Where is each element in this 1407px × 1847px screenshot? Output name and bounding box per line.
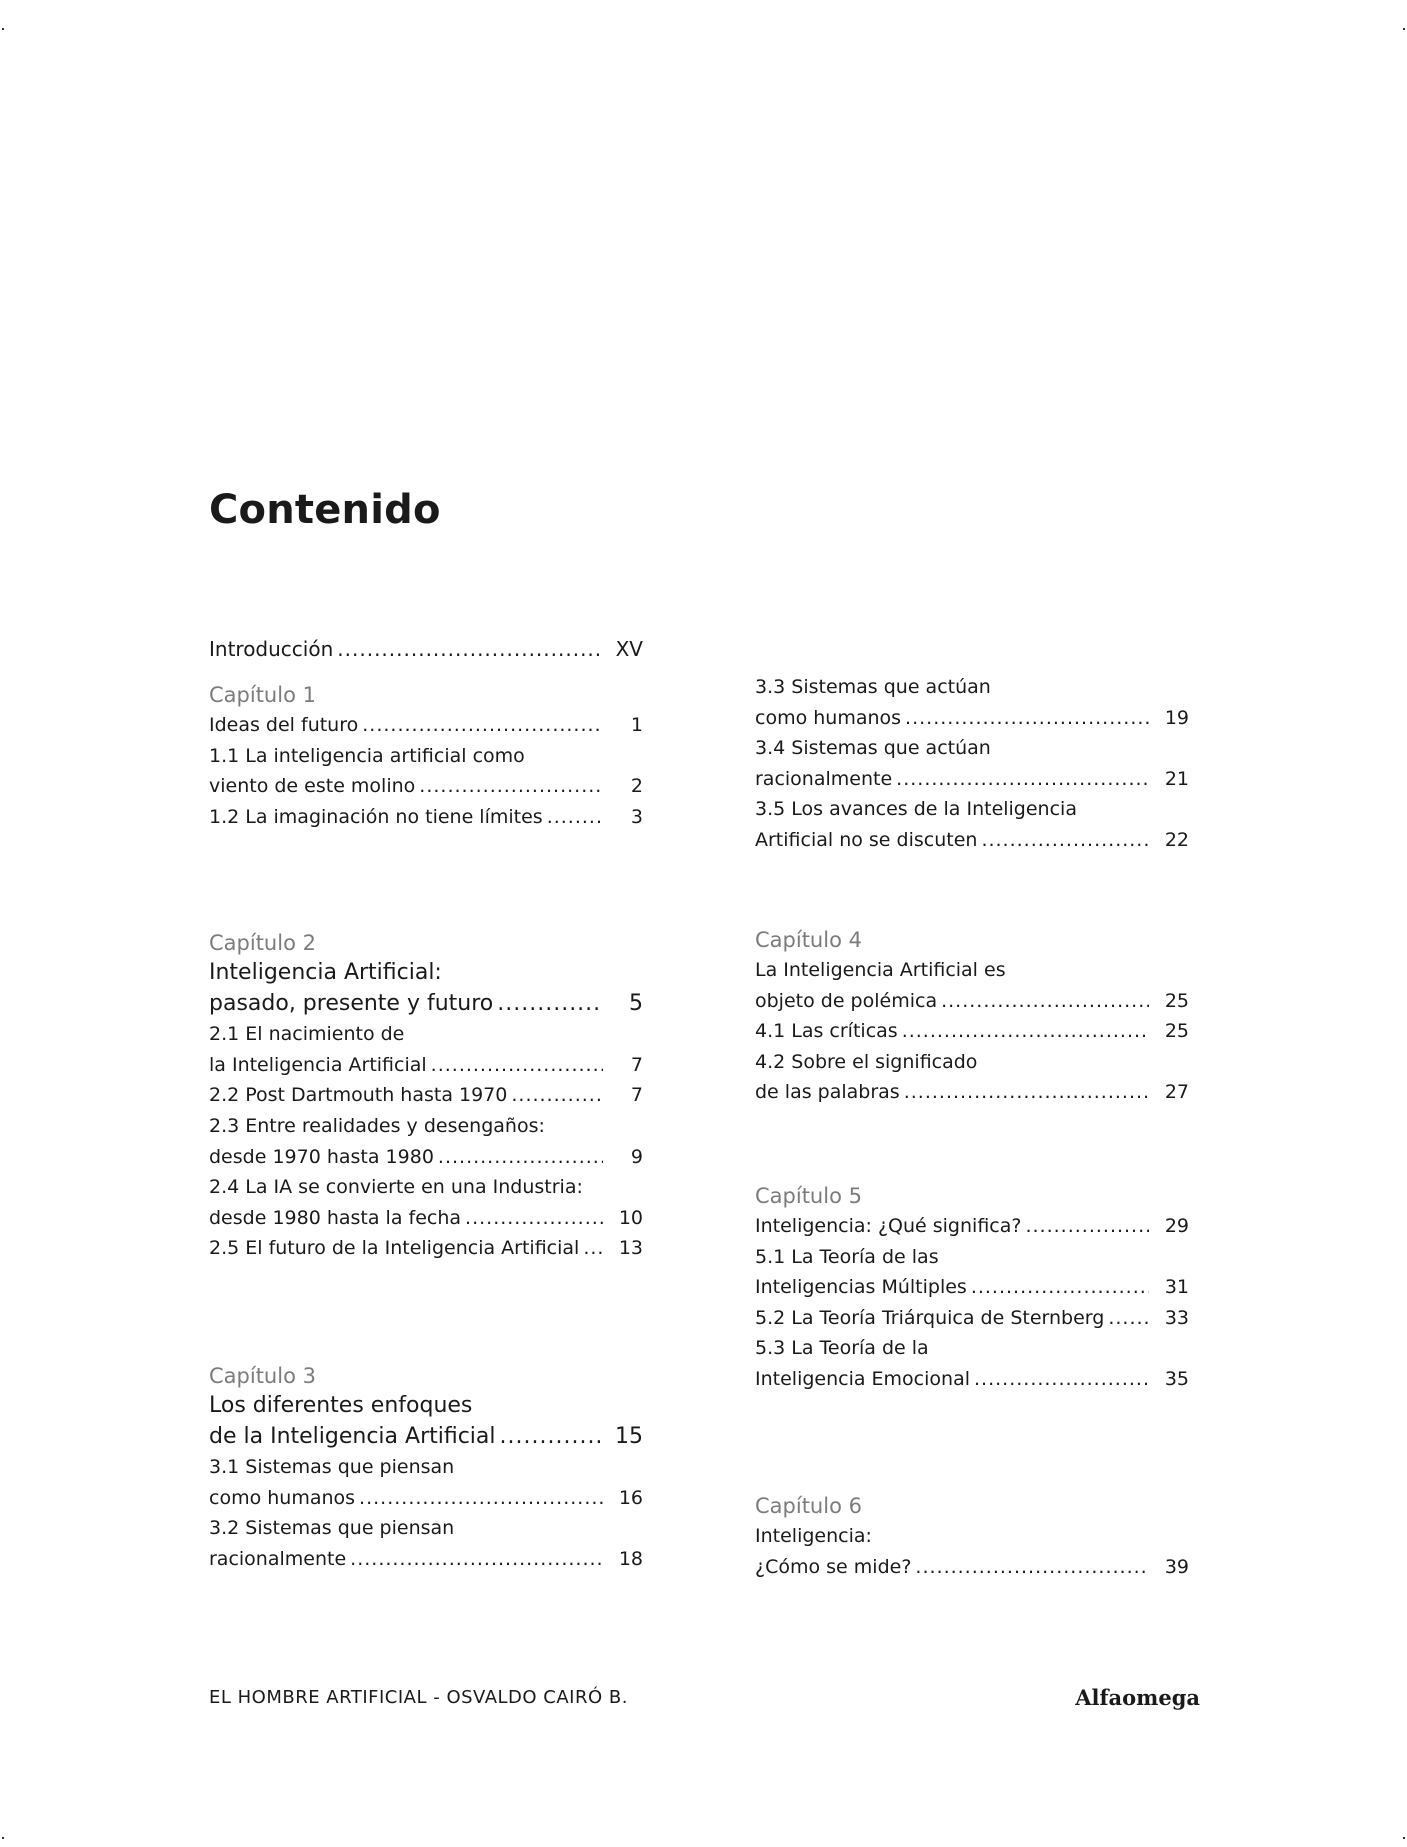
entry-page: XV xyxy=(615,637,643,661)
entry-text: 5.2 La Teoría Triárquica de Sternberg xyxy=(755,1306,1105,1329)
toc-entry-text-line xyxy=(209,1391,643,1422)
entry-text: como humanos xyxy=(209,1486,356,1509)
chapter-heading: Capítulo 2 xyxy=(209,931,316,955)
chapter-3-continued-section xyxy=(755,672,1189,856)
toc-entry xyxy=(209,1422,643,1453)
entry-text: desde 1970 hasta 1980 xyxy=(209,1145,434,1168)
entry-text: 2.5 El futuro de la Inteligencia Artificial xyxy=(209,1237,580,1260)
toc-entry xyxy=(209,1080,643,1111)
toc-entry xyxy=(209,1142,643,1173)
entry-text: Inteligencia: ¿Qué significa? xyxy=(755,1215,1022,1237)
entry-text: de la Inteligencia Artificial xyxy=(209,1423,496,1449)
entry-text: 1.2 La imaginación no tiene límites xyxy=(209,805,543,828)
toc-entry-text-line xyxy=(209,1452,643,1483)
entry-page: 18 xyxy=(618,1547,643,1570)
entry-page: 27 xyxy=(1164,1081,1189,1104)
toc-entry xyxy=(209,634,643,665)
entry-page: 33 xyxy=(1164,1306,1189,1329)
crop-mark-bottom-right xyxy=(1403,1837,1405,1839)
toc-entry-text-line xyxy=(209,1513,643,1544)
toc-entry-text-line xyxy=(755,1333,1189,1364)
entry-text: 3.4 Sistemas que actúan xyxy=(755,737,991,760)
dot-leader xyxy=(1108,1303,1149,1334)
toc-entry xyxy=(209,1483,643,1514)
toc-entry-text-line xyxy=(755,733,1189,764)
dot-leader xyxy=(905,703,1149,734)
entry-text: 4.2 Sobre el significado xyxy=(755,1050,978,1073)
toc-entry xyxy=(209,989,643,1020)
toc-entry xyxy=(755,1211,1189,1242)
entry-text: objeto de polémica xyxy=(755,989,938,1012)
toc-entry-text-line xyxy=(755,1242,1189,1273)
chapter-heading: Capítulo 3 xyxy=(209,1364,316,1388)
entry-text: ¿Cómo se mide? xyxy=(755,1555,912,1578)
entry-page: 1 xyxy=(630,714,643,736)
chapter-5-section xyxy=(755,1181,1189,1395)
entry-text: Ideas del futuro xyxy=(209,714,359,736)
crop-mark-top-right xyxy=(1403,28,1405,30)
dot-leader xyxy=(337,634,603,665)
entry-text: Inteligencias Múltiples xyxy=(755,1276,967,1299)
entry-text: 2.4 La IA se convierte en una Industria: xyxy=(209,1176,583,1199)
dot-leader xyxy=(547,802,603,833)
toc-entry xyxy=(755,1016,1189,1047)
dot-leader xyxy=(511,1080,603,1111)
entry-page: 22 xyxy=(1164,828,1189,851)
toc-entry xyxy=(755,1552,1189,1583)
dot-leader xyxy=(896,764,1149,795)
entry-page: 15 xyxy=(615,1423,643,1449)
entry-text: Introducción xyxy=(209,637,334,661)
chapter-heading: Capítulo 4 xyxy=(755,928,862,952)
entry-page: 5 xyxy=(629,990,643,1016)
entry-text: como humanos xyxy=(755,706,902,729)
entry-page: 31 xyxy=(1164,1276,1189,1299)
entry-text: desde 1980 hasta la fecha xyxy=(209,1206,462,1229)
entry-text: 2.3 Entre realidades y desengaños: xyxy=(209,1114,545,1137)
dot-leader xyxy=(904,1077,1149,1108)
chapter-6-section xyxy=(755,1491,1189,1582)
entry-text: 5.1 La Teoría de las xyxy=(755,1245,939,1268)
toc-entry xyxy=(209,771,643,802)
entry-page: 7 xyxy=(630,1084,643,1107)
entry-text: pasado, presente y futuro xyxy=(209,990,494,1016)
chapter-4-section xyxy=(755,925,1189,1108)
dot-leader xyxy=(497,989,603,1020)
toc-entry xyxy=(209,1050,643,1081)
toc-entry xyxy=(755,1364,1189,1395)
toc-entry-text-line xyxy=(755,1521,1189,1552)
entry-text: 5.3 La Teoría de la xyxy=(755,1337,929,1360)
entry-page: 3 xyxy=(630,805,643,828)
dot-leader xyxy=(981,825,1149,856)
dot-leader xyxy=(1025,1211,1149,1242)
toc-entry-text-line xyxy=(209,1019,643,1050)
entry-text: la Inteligencia Artificial xyxy=(209,1053,427,1076)
toc-entry-text-line xyxy=(209,1111,643,1142)
footer-book-title: EL HOMBRE ARTIFICIAL - OSVALDO CAIRÓ B. xyxy=(209,1687,628,1708)
dot-leader xyxy=(971,1272,1149,1303)
toc-entry-text-line xyxy=(755,1047,1189,1078)
dot-leader xyxy=(438,1142,603,1173)
entry-text: Inteligencia: xyxy=(755,1525,872,1547)
entry-page: 21 xyxy=(1164,767,1189,790)
toc-entry xyxy=(209,802,643,833)
chapter-heading: Capítulo 6 xyxy=(755,1494,862,1518)
entry-page: 10 xyxy=(618,1206,643,1229)
entry-text: racionalmente xyxy=(755,767,893,790)
entry-text: 2.2 Post Dartmouth hasta 1970 xyxy=(209,1084,508,1107)
footer-publisher-logo: Alfaomega xyxy=(1075,1685,1200,1710)
toc-entry-text-line xyxy=(209,958,643,989)
entry-text: viento de este molino xyxy=(209,775,416,798)
toc-entry xyxy=(755,825,1189,856)
entry-page: 9 xyxy=(630,1145,643,1168)
toc-entry xyxy=(755,1303,1189,1334)
dot-leader xyxy=(915,1552,1149,1583)
dot-leader xyxy=(362,710,603,741)
entry-page: 19 xyxy=(1164,706,1189,729)
toc-entry xyxy=(209,1544,643,1575)
dot-leader xyxy=(359,1483,603,1514)
chapter-3-section xyxy=(209,1361,643,1575)
toc-entry-text-line xyxy=(755,955,1189,986)
entry-page: 25 xyxy=(1164,989,1189,1012)
toc-entry xyxy=(755,703,1189,734)
chapter-heading: Capítulo 5 xyxy=(755,1184,862,1208)
toc-entry xyxy=(209,1203,643,1234)
entry-page: 25 xyxy=(1164,1020,1189,1043)
toc-entry xyxy=(209,1233,643,1264)
dot-leader xyxy=(974,1364,1149,1395)
dot-leader xyxy=(465,1203,603,1234)
chapter-1-section xyxy=(209,680,643,832)
page-title: Contenido xyxy=(209,487,441,533)
entry-text: Artificial no se discuten xyxy=(755,828,978,851)
dot-leader xyxy=(500,1422,603,1453)
crop-mark-top-left xyxy=(2,28,4,30)
dot-leader xyxy=(419,771,603,802)
entry-text: 1.1 La inteligencia artificial como xyxy=(209,744,525,767)
toc-entry-text-line xyxy=(755,794,1189,825)
toc-entry xyxy=(755,1077,1189,1108)
toc-entry xyxy=(209,710,643,741)
toc-intro xyxy=(209,634,643,665)
entry-page: 13 xyxy=(618,1237,643,1260)
entry-page: 7 xyxy=(630,1053,643,1076)
entry-page: 39 xyxy=(1164,1555,1189,1578)
entry-text: 3.1 Sistemas que piensan xyxy=(209,1456,455,1479)
entry-text: 3.5 Los avances de la Inteligencia xyxy=(755,798,1077,821)
entry-page: 35 xyxy=(1164,1367,1189,1390)
entry-text: La Inteligencia Artificial es xyxy=(755,959,1006,981)
entry-text: 3.2 Sistemas que piensan xyxy=(209,1517,455,1540)
entry-page: 16 xyxy=(618,1486,643,1509)
dot-leader xyxy=(431,1050,603,1081)
entry-text: 4.1 Las críticas xyxy=(755,1020,898,1043)
entry-page: 2 xyxy=(630,775,643,798)
toc-entry xyxy=(755,1272,1189,1303)
dot-leader xyxy=(902,1016,1149,1047)
chapter-2-section xyxy=(209,928,643,1264)
entry-text: 3.3 Sistemas que actúan xyxy=(755,676,991,698)
chapter-heading: Capítulo 1 xyxy=(209,683,316,707)
entry-text: Inteligencia Artificial: xyxy=(209,960,442,985)
toc-entry-text-line xyxy=(209,1172,643,1203)
toc-entry-text-line xyxy=(755,672,1189,703)
dot-leader xyxy=(350,1544,603,1575)
dot-leader xyxy=(583,1233,603,1264)
crop-mark-bottom-left xyxy=(2,1837,4,1839)
entry-text: Inteligencia Emocional xyxy=(755,1367,970,1390)
entry-text: racionalmente xyxy=(209,1547,347,1570)
entry-text: de las palabras xyxy=(755,1081,900,1104)
toc-entry-text-line xyxy=(209,741,643,772)
entry-text: Los diferentes enfoques xyxy=(209,1393,473,1418)
toc-entry xyxy=(755,986,1189,1017)
dot-leader xyxy=(941,986,1149,1017)
entry-text: 2.1 El nacimiento de xyxy=(209,1023,405,1046)
entry-page: 29 xyxy=(1164,1215,1189,1237)
toc-entry xyxy=(755,764,1189,795)
